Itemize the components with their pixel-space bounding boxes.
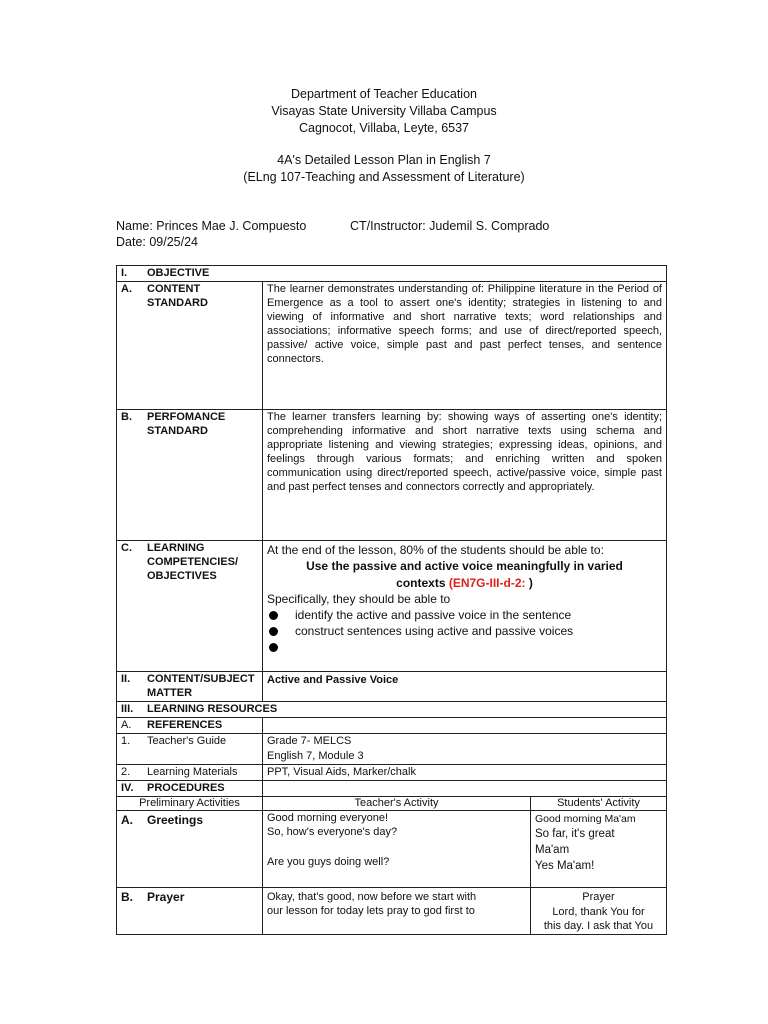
content-standard-label: CONTENT STANDARD (147, 283, 208, 309)
content-subject-value: Active and Passive Voice (263, 672, 667, 702)
header-university: Visayas State University Villaba Campus (271, 104, 497, 118)
bullet-dot-icon (269, 627, 278, 636)
bullet-dot-icon (269, 643, 278, 652)
greetings-teacher-line3: Are you guys doing well? (267, 856, 390, 868)
competencies-goal (267, 558, 662, 591)
content-standard-text: The learner demonstrates understanding of: Philippine literature in the Period of Emergence as a tool to assert one's identity; strategies in listening to and viewing of informative and short narrative texts; word relationships and associations; informative speech forms; and use of direct/reported speech, passive/ active voice, simple past and past perfect tenses, and sentence connectors. (263, 282, 667, 410)
greetings-student-line1: Good morning Ma'am (535, 813, 636, 825)
performance-standard-label: PERFOMANCE STANDARD (147, 411, 226, 437)
course-title: (ELng 107-Teaching and Assessment of Literature) (243, 170, 525, 184)
competencies-number: C. (121, 542, 132, 554)
learning-materials-label: Learning Materials (147, 766, 238, 778)
content-standard-row (117, 282, 667, 410)
competencies-row (117, 541, 667, 672)
learning-materials-value: PPT, Visual Aids, Marker/chalk (263, 765, 667, 781)
lesson-plan-table (116, 265, 667, 935)
prayer-student-line1: Prayer (582, 891, 615, 903)
objective-bullet: identify the active and passive voice in the sentence (267, 607, 662, 623)
references-number: A. (121, 719, 132, 731)
prayer-student-line2: Lord, thank You for (552, 905, 645, 918)
instructor-name: CT/Instructor: Judemil S. Comprado (350, 219, 550, 233)
competencies-intro: At the end of the lesson, 80% of the students should be able to: (267, 543, 604, 557)
objective-bullet: construct sentences using active and passive voices (267, 623, 662, 639)
document-header (0, 86, 768, 137)
procedures-number: IV. (121, 782, 134, 794)
objective-label: OBJECTIVE (147, 267, 210, 279)
references-row (117, 718, 667, 734)
competencies-specific: Specifically, they should be able to (267, 591, 451, 606)
greetings-student-line2: So far, it's great (535, 828, 615, 840)
content-subject-row (117, 672, 667, 702)
resources-label: LEARNING RESOURCES (147, 703, 278, 715)
prayer-teacher-line1: Okay, that's good, now before we start with (267, 891, 477, 903)
content-standard-number: A. (121, 283, 132, 295)
teachers-guide-line2: English 7, Module 3 (267, 750, 364, 762)
prayer-label: Prayer (147, 890, 185, 904)
greetings-number: A. (121, 813, 133, 827)
content-subject-label-1: CONTENT/SUBJECT (147, 673, 255, 685)
activities-header-row (117, 797, 667, 811)
prayer-student-line3: this day. I ask that You (543, 920, 654, 932)
performance-standard-text: The learner transfers learning by: showing ways of asserting one's identity; comprehending informative and short narrative texts using schema and appropriate listening and viewing strategies; expressing ideas, opinions, and feelings through various formats; and enriching written and spoken communication using direct/reported speech, active/passive voice, simple past and past perfect tenses and connectors correctly and appropriately. (263, 410, 667, 541)
greetings-teacher-line2: So, how's everyone's day? (267, 826, 398, 838)
greetings-student-line3: Ma'am (535, 844, 570, 856)
learning-materials-row (117, 765, 667, 781)
teachers-guide-label: Teacher's Guide (147, 735, 227, 747)
competencies-label-3: OBJECTIVES (147, 570, 217, 582)
procedures-label: PROCEDURES (147, 782, 225, 794)
lesson-plan-title: 4A's Detailed Lesson Plan in English 7 (277, 153, 491, 167)
performance-standard-number: B. (121, 411, 132, 423)
competencies-goal-line1: Use the passive and active voice meaningfully in varied (306, 559, 623, 574)
competency-code: (EN7G-III-d-2: (448, 575, 529, 590)
teachers-guide-row (117, 734, 667, 765)
competencies-label-2: COMPETENCIES/ (147, 556, 239, 568)
students-activity-header: Students' Activity (531, 797, 667, 811)
preliminary-activities-header: Preliminary Activities (117, 797, 263, 811)
performance-standard-row (117, 410, 667, 541)
teachers-guide-line1: Grade 7- MELCS (267, 735, 352, 747)
competencies-goal-line2: contexts (396, 575, 449, 590)
content-subject-label-2: MATTER (147, 687, 193, 699)
student-name: Name: Princes Mae J. Compuesto (116, 219, 307, 233)
greetings-label: Greetings (147, 813, 204, 827)
document-title (0, 152, 768, 186)
learning-materials-number: 2. (121, 766, 131, 778)
header-address: Cagnocot, Villaba, Leyte, 6537 (298, 121, 470, 135)
resources-row (117, 702, 667, 718)
content-subject-number: II. (121, 673, 131, 685)
prayer-teacher-line2: our lesson for today lets pray to god first to (267, 905, 475, 917)
greetings-student-line4: Yes Ma'am! (535, 860, 595, 872)
teachers-activity-header: Teacher's Activity (263, 797, 531, 811)
resources-number: III. (121, 703, 134, 715)
competencies-label-1: LEARNING (147, 542, 205, 554)
bullet-dot-icon (269, 611, 278, 620)
greetings-row (117, 811, 667, 888)
competency-code-close: ) (528, 575, 533, 590)
objective-bullet (267, 640, 662, 656)
objective-row (117, 266, 667, 282)
teachers-guide-number: 1. (121, 735, 131, 747)
references-label: REFERENCES (147, 719, 223, 731)
header-department: Department of Teacher Education (291, 87, 477, 101)
plan-date: Date: 09/25/24 (116, 235, 199, 249)
objective-number: I. (121, 267, 128, 279)
prayer-number: B. (121, 890, 133, 904)
procedures-row (117, 781, 667, 797)
greetings-teacher-line1: Good morning everyone! (267, 812, 389, 824)
prayer-row (117, 888, 667, 935)
